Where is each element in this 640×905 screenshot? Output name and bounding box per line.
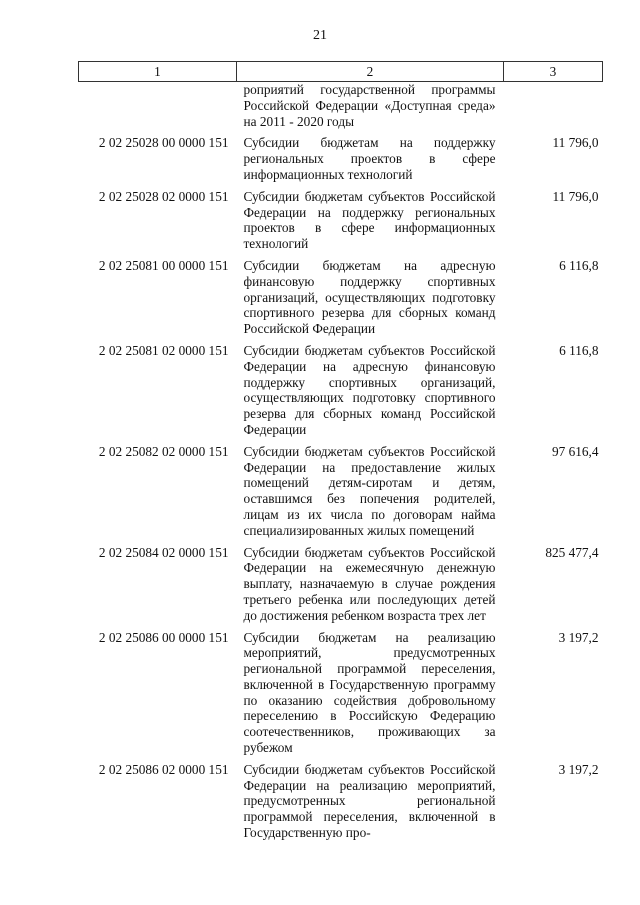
income-description: Субсидии бюджетам субъектов Российской Федерации на реализацию мероприятий, предусмотренных региональной программой переселения, включенной в Государственную про- [243,761,496,841]
table-body [79,82,603,847]
table-row [79,545,603,630]
table-row [79,258,603,343]
income-description: роприятий государственной программы Российской Федерации «Доступная среда» на 2011 - 2020 годы [243,82,496,129]
income-description: Субсидии бюджетам субъектов Российской Федерации на адресную финансовую поддержку спортивных организаций, осуществляющих подготовку спортивного резерва для сборных команд Российской Федерации [243,342,496,437]
budget-code: 2 02 25082 02 0000 151 [98,443,229,459]
budget-code: 2 02 25028 00 0000 151 [98,135,229,151]
page-number: 21 [313,28,327,43]
income-description: Субсидии бюджетам на реализацию мероприятий, предусмотренных региональной программой переселения, включенной в Государственную программу по оказанию содействия добровольному переселению в Российскую Федерацию соотечественников, проживающих за рубежом [243,629,496,756]
column-header-3: 3 [504,62,603,82]
income-description: Субсидии бюджетам на поддержку региональных проектов в сфере информационных технологий [243,135,496,182]
column-header-2: 2 [237,62,504,82]
budget-code: 2 02 25086 02 0000 151 [98,761,229,777]
budget-code: 2 02 25084 02 0000 151 [98,544,229,560]
budget-code: 2 02 25086 00 0000 151 [98,629,229,645]
column-header-1: 1 [79,62,237,82]
table-row [79,82,603,136]
amount: 11 796,0 [552,188,599,204]
table-row [79,630,603,762]
table-row [79,343,603,444]
income-description: Субсидии бюджетам субъектов Российской Федерации на поддержку региональных проектов в сфере информационных технологий [243,188,496,252]
table-row [79,762,603,847]
income-description: Субсидии бюджетам субъектов Российской Федерации на ежемесячную денежную выплату, назначаемую в случае рождения третьего ребенка или последующих детей до достижения ребенком возраста трех лет [243,544,496,623]
table-header [79,62,603,82]
budget-table [78,61,603,847]
amount: 3 197,2 [558,629,599,645]
amount: 11 796,0 [552,135,599,151]
amount: 6 116,8 [559,257,599,273]
budget-code: 2 02 25081 02 0000 151 [98,342,229,358]
budget-code: 2 02 25081 00 0000 151 [98,257,229,273]
table-row [79,444,603,545]
amount: 3 197,2 [558,761,599,777]
table-row [79,135,603,188]
amount: 6 116,8 [559,342,599,358]
budget-code: 2 02 25028 02 0000 151 [98,188,229,204]
budget-code [79,82,237,136]
income-description: Субсидии бюджетам субъектов Российской Федерации на предоставление жилых помещений детям-сиротам и детям, оставшимся без попечения родителей, лицам из их числа по договорам найма специализированных жилых помещений [243,443,496,538]
table-row [79,189,603,258]
amount [504,82,603,136]
amount: 825 477,4 [545,544,599,560]
amount: 97 616,4 [551,443,599,459]
income-description: Субсидии бюджетам на адресную финансовую поддержку спортивных организаций, осуществляющих подготовку спортивного резерва для сборных команд Российской Федерации [243,257,496,337]
